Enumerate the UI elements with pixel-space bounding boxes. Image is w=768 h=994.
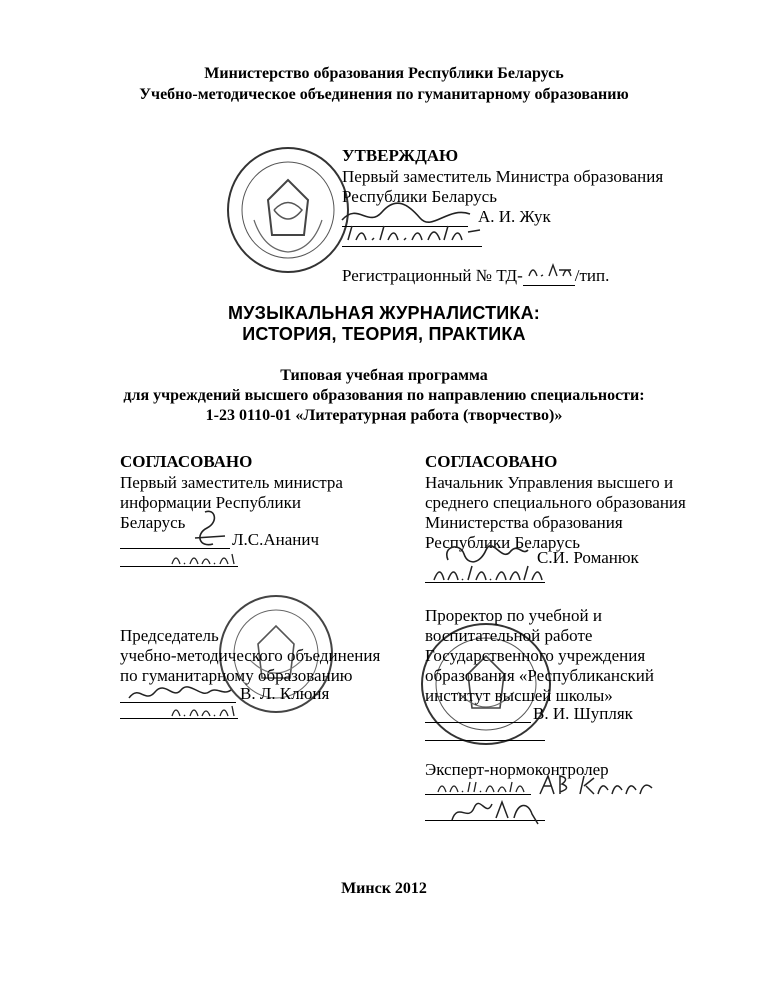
agreed-left-signature — [185, 508, 235, 552]
expert-label: Эксперт-нормоконтролер — [425, 760, 609, 779]
agreed-right-line2: среднего специального образования — [425, 493, 686, 512]
agreed-left-line1: Первый заместитель министра — [120, 473, 343, 492]
prorector-signature-line — [425, 722, 531, 723]
agreed-right-date-handwritten — [432, 562, 544, 584]
agreed-right-line4: Республики Беларусь — [425, 533, 580, 552]
footer-place-year: Минск 2012 — [341, 880, 427, 897]
expert-date-handwritten — [436, 778, 532, 796]
agreed-right-line1: Начальник Управления высшего и — [425, 473, 674, 492]
chairman-signer-name: В. Л. Клюня — [240, 684, 330, 703]
subtitle-line1: Типовая учебная программа — [280, 367, 488, 384]
prorector-signer-name: В. И. Шупляк — [533, 704, 633, 723]
approval-position-line1: Первый заместитель Министра образования — [342, 167, 664, 186]
approval-date-handwritten — [344, 222, 484, 246]
agreed-left-line3: Беларусь — [120, 513, 186, 532]
prorector-line1: Проректор по учебной и — [425, 606, 602, 625]
agreed-right-signer-name: С.И. Романюк — [537, 548, 639, 567]
chairman-line3: по гуманитарному образованию — [120, 666, 353, 685]
registration-suffix: /тип. — [574, 266, 610, 285]
chairman-line2: учебно-методического объединения — [120, 646, 381, 665]
program-title-line1: МУЗЫКАЛЬНАЯ ЖУРНАЛИСТИКА: — [228, 303, 540, 323]
prorector-line4: образования «Республиканский — [425, 666, 654, 685]
approval-position-line2: Республики Беларусь — [342, 187, 497, 206]
subtitle-line3: 1-23 0110-01 «Литературная работа (творчество)» — [205, 407, 563, 424]
agreed-right-heading: СОГЛАСОВАНО — [425, 452, 558, 471]
agreed-left-date-handwritten — [170, 550, 238, 568]
agreed-left-line2: информации Республики — [120, 493, 301, 512]
chairman-line1: Председатель — [120, 626, 219, 645]
approval-date-line — [342, 246, 482, 247]
prorector-line3: Государственного учреждения — [425, 646, 646, 665]
prorector-date-line — [425, 740, 545, 741]
official-seal-stamp — [224, 140, 354, 280]
approval-heading: УТВЕРЖДАЮ — [342, 146, 459, 165]
approval-signer-name: А. И. Жук — [478, 207, 551, 226]
prorector-line2: воспитательной работе — [425, 626, 593, 645]
subtitle-line2: для учреждений высшего образования по направлению специальности: — [123, 387, 645, 404]
expert-second-signature — [448, 796, 544, 826]
expert-signature-handwritten — [536, 772, 658, 798]
registration-line — [342, 262, 609, 286]
prorector-line5: институт высшей школы» — [425, 686, 613, 705]
chairman-date-handwritten — [170, 702, 238, 720]
registration-prefix: Регистрационный № ТД- — [342, 266, 523, 285]
agreed-left-heading: СОГЛАСОВАНО — [120, 452, 253, 471]
agreed-right-line3: Министерства образования — [425, 513, 623, 532]
agreed-left-signer-name: Л.С.Ананич — [232, 530, 320, 549]
program-title-line2: ИСТОРИЯ, ТЕОРИЯ, ПРАКТИКА — [242, 324, 526, 344]
registration-number-handwritten — [523, 262, 575, 286]
association-name: Учебно-методическое объединения по гуманитарному образованию — [139, 86, 629, 103]
ministry-name: Министерство образования Республики Беларусь — [204, 65, 564, 82]
